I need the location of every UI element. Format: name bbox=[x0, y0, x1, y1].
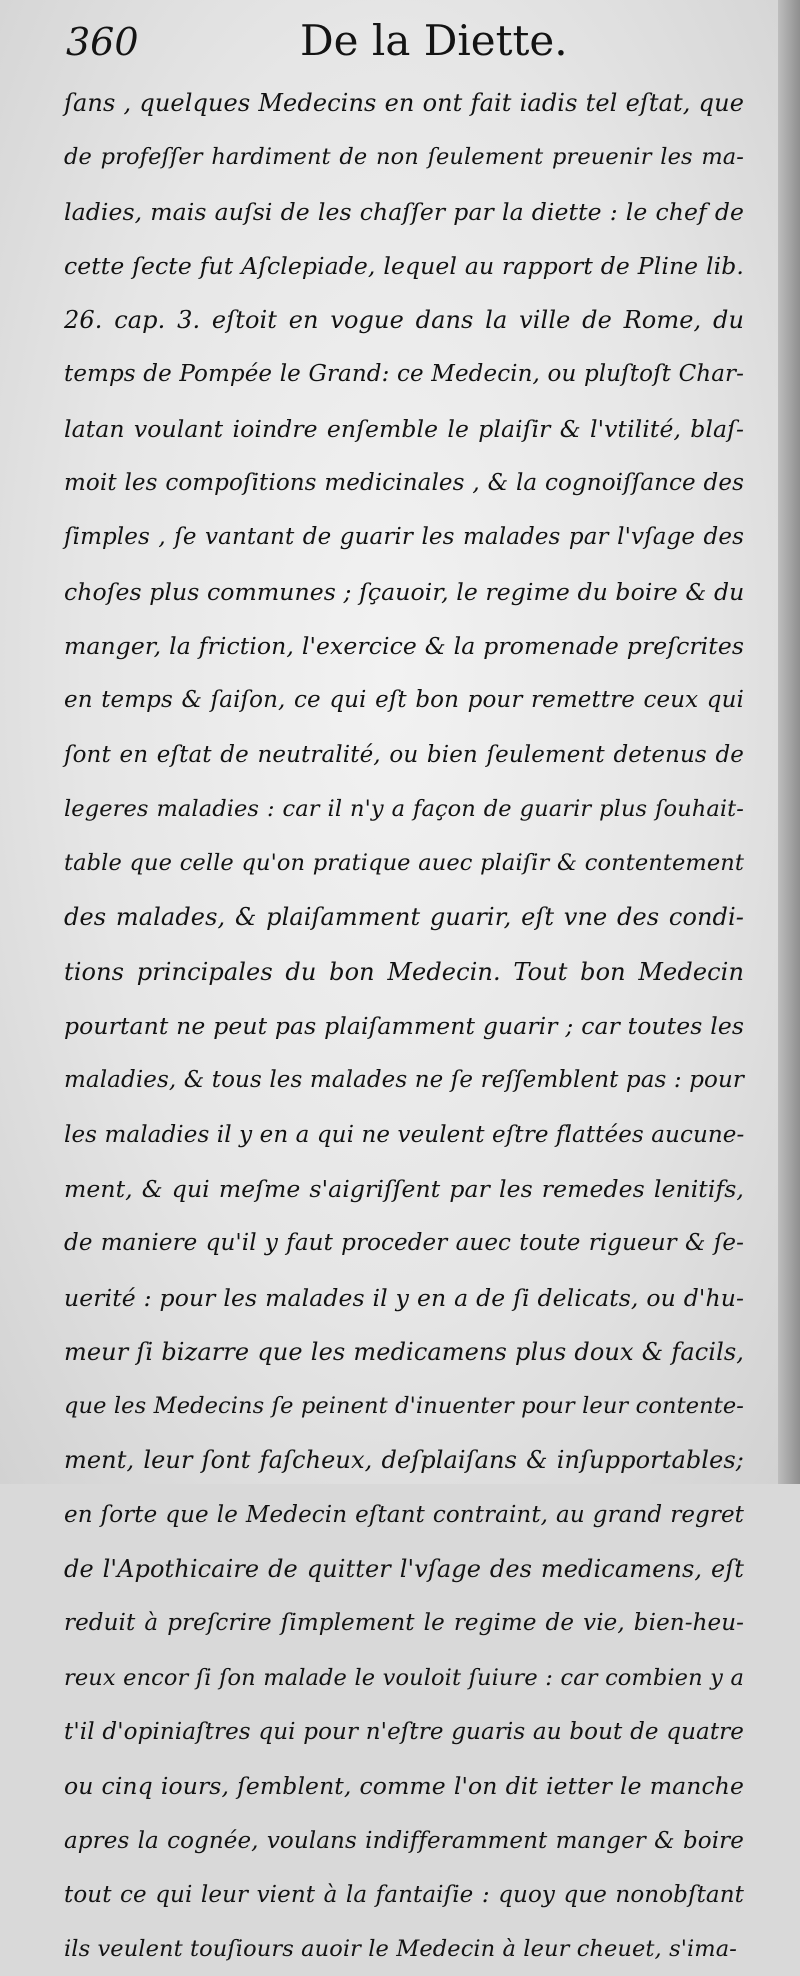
text-line: de profeſſer hardiment de non ſeulement preuenir les ma- bbox=[64, 144, 744, 171]
text-line: uerité : pour les malades il y en a de ſi delicats, ou d'hu- bbox=[64, 1283, 744, 1312]
running-title: De la Diette. bbox=[300, 16, 568, 65]
text-line: maladies, & tous les malades ne ſe reſſemblent pas : pour bbox=[64, 1067, 744, 1094]
text-line: temps de Pompée le Grand: ce Medecin, ou pluſtoſt Char- bbox=[64, 361, 744, 388]
text-line: ment, leur ſont faſcheux, deſplaiſans & inſupportables; bbox=[64, 1446, 744, 1475]
text-line: tions principales du bon Medecin. Tout bon Medecin bbox=[64, 957, 744, 986]
text-line: manger, la friction, l'exercice & la promenade preſcrites bbox=[64, 631, 744, 660]
text-line: legeres maladies : car il n'y a façon de guarir plus ſouhait- bbox=[64, 795, 744, 822]
text-line: reduit à preſcrire ſimplement le regime de vie, bien-heu- bbox=[64, 1610, 744, 1637]
text-line: cette ſecte fut Aſclepiade, lequel au rapport de Pline lib. bbox=[64, 251, 744, 280]
text-line: ſont en eſtat de neutralité, ou bien ſeulement detenus de bbox=[64, 741, 744, 768]
text-line: les maladies il y en a qui ne veulent eſtre flattées aucune- bbox=[64, 1121, 745, 1148]
text-line: ils veulent touſiours auoir le Medecin à leur cheuet, s'ima- bbox=[64, 1936, 737, 1963]
text-line: ſimples , ſe vantant de guarir les malades par l'vſage des bbox=[64, 524, 744, 551]
text-line: moit les compoſitions medicinales , & la cognoiſſance des bbox=[64, 470, 744, 497]
text-line: table que celle qu'on pratique auec plaiſir & contentement bbox=[64, 850, 744, 877]
text-line: reux encor ſi ſon malade le vouloit ſuiure : car combien y a bbox=[64, 1664, 744, 1691]
text-line: en temps & ſaiſon, ce qui eſt bon pour remettre ceux qui bbox=[64, 687, 744, 714]
text-line: ſans , quelques Medecins en ont fait iadis tel eſtat, que bbox=[64, 89, 744, 117]
text-line: latan voulant ioindre enſemble le plaiſir & l'vtilité, blaſ- bbox=[64, 414, 744, 443]
page-number: 360 bbox=[66, 20, 139, 64]
text-line: de l'Apothicaire de quitter l'vſage des medicamens, eſt bbox=[64, 1555, 744, 1584]
text-line: meur ſi bizarre que les medicamens plus doux & facils, bbox=[64, 1337, 744, 1366]
text-line: t'il d'opiniaſtres qui pour n'eſtre guaris au bout de quatre bbox=[64, 1718, 744, 1745]
text-line: de maniere qu'il y faut proceder auec toute rigueur & ſe- bbox=[64, 1230, 744, 1257]
text-line: ou cinq iours, ſemblent, comme l'on dit ietter le manche bbox=[64, 1772, 744, 1801]
text-line: des malades, & plaiſamment guarir, eſt vne des condi- bbox=[64, 903, 744, 932]
page-header bbox=[0, 14, 778, 74]
text-line: ladies, mais auſsi de les chaſſer par la diette : le chef de bbox=[64, 197, 744, 226]
page-edge-shadow bbox=[778, 0, 800, 1484]
body-text bbox=[64, 76, 744, 1976]
text-line: pourtant ne peut pas plaiſamment guarir ; car toutes les bbox=[64, 1012, 744, 1041]
text-line: 26. cap. 3. eſtoit en vogue dans la ville de Rome, du bbox=[64, 306, 744, 335]
text-line: ment, & qui meſme s'aigriſſent par les remedes lenitifs, bbox=[64, 1174, 744, 1203]
text-line: que les Medecins ſe peinent d'inuenter pour leur contente- bbox=[64, 1393, 744, 1420]
text-line: en ſorte que le Medecin eſtant contraint, au grand regret bbox=[64, 1501, 744, 1528]
text-line: apres la cognée, voulans indifferamment manger & boire bbox=[64, 1827, 744, 1854]
text-line: tout ce qui leur vient à la fantaiſie : quoy que nonobſtant bbox=[64, 1881, 744, 1908]
text-line: choſes plus communes ; ſçauoir, le regime du boire & du bbox=[64, 577, 745, 606]
